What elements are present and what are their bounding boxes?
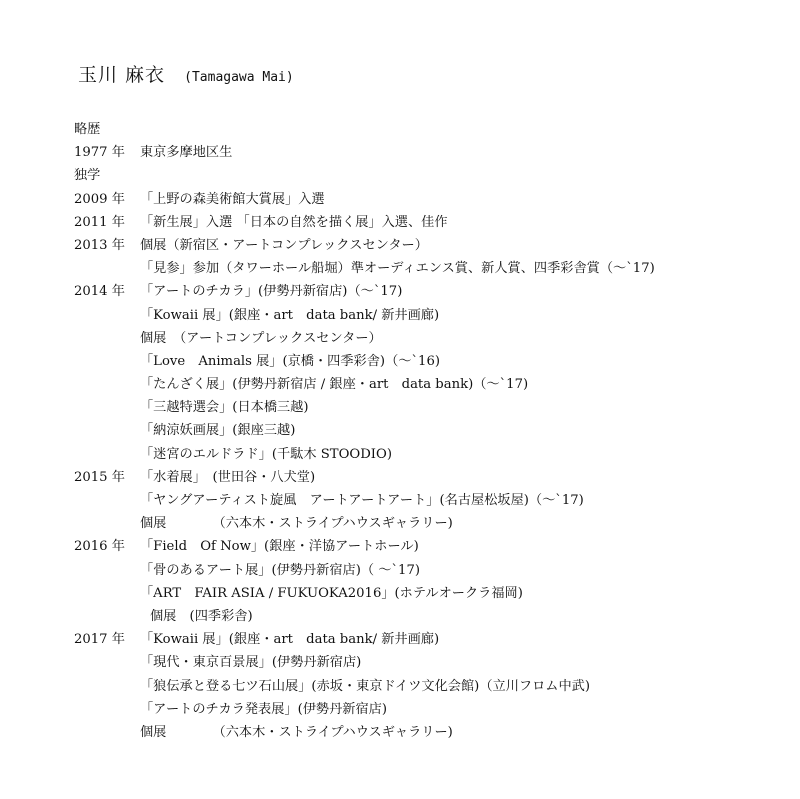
- history-row: [74, 675, 790, 698]
- history-row: [74, 327, 790, 350]
- history-year: 2017 年: [74, 632, 125, 648]
- history-row: [74, 721, 790, 744]
- artist-name-romanized: (Tamagawa Mai): [184, 70, 294, 85]
- history-row: [74, 628, 790, 651]
- history-entry: 「アートのチカラ」(伊勢丹新宿店)（～`17): [140, 284, 403, 300]
- history-row: [74, 373, 790, 396]
- history-entry: 「ヤングアーティスト旋風 アートアートアート」(名古屋松坂屋)（～`17): [140, 493, 584, 508]
- history-entry: 「ART FAIR ASIA / FUKUOKA2016」(ホテルオークラ福岡): [140, 585, 523, 601]
- history-row: [74, 396, 790, 419]
- career-history-list: [74, 118, 790, 744]
- history-year: 2013 年: [74, 237, 125, 253]
- history-row: [74, 350, 790, 373]
- history-entry: 個展 (四季彩舎): [150, 608, 253, 624]
- history-entry: 「迷宮のエルドラド」(千駄木 STOODIO): [140, 446, 392, 462]
- history-entry: 「狼伝承と登る七ツ石山展」(赤坂・東京ドイツ文化会館)（立川フロム中武): [140, 678, 590, 694]
- history-entry: 個展 （六本木・ストライプハウスギャラリー): [140, 516, 453, 532]
- history-entry: 「アートのチカラ発表展」(伊勢丹新宿店): [140, 701, 388, 717]
- history-entry: 「水着展」 (世田谷・八犬堂): [140, 469, 316, 485]
- history-row: [74, 605, 790, 628]
- history-year: 2011 年: [74, 214, 125, 230]
- history-entry: 個展 （アートコンプレックスセンター）: [140, 330, 382, 346]
- history-entry: 「Kowaii 展」(銀座・art data bank/ 新井画廊): [140, 632, 440, 648]
- history-year: 1977 年: [74, 145, 125, 161]
- history-row: [74, 698, 790, 721]
- history-entry: 「たんざく展」(伊勢丹新宿店 / 銀座・art data bank)（～`17): [140, 377, 529, 393]
- history-entry: 「Field Of Now」(銀座・洋協アートホール): [140, 539, 419, 555]
- history-entry: 「Love Animals 展」(京橋・四季彩舎)（～`16): [140, 353, 440, 369]
- history-year: 2014 年: [74, 284, 125, 300]
- history-entry: 東京多摩地区生: [140, 145, 233, 161]
- history-row: [74, 419, 790, 442]
- history-row: [74, 443, 790, 466]
- history-year: 2016 年: [74, 539, 125, 555]
- history-row: [74, 304, 790, 327]
- history-row: [74, 211, 790, 234]
- history-year: 略歴: [74, 122, 101, 137]
- history-entry: 「上野の森美術館大賞展」入選: [140, 191, 325, 207]
- history-year: 2015 年: [74, 469, 125, 485]
- history-entry: 個展 （六本木・ストライプハウスギャラリー): [140, 724, 453, 740]
- history-row: [74, 651, 790, 674]
- history-entry: 「見参」参加（タワーホール船堀）準オーディエンス賞、新人賞、四季彩舎賞（～`17): [140, 261, 655, 277]
- history-row: [74, 164, 790, 187]
- history-row: [74, 489, 790, 512]
- history-row: [74, 118, 790, 141]
- artist-name-japanese: 玉川 麻衣: [78, 64, 166, 86]
- artist-name-heading: [78, 60, 294, 87]
- history-year: 独学: [74, 168, 101, 184]
- history-row: [74, 466, 790, 489]
- history-entry: 「現代・東京百景展」(伊勢丹新宿店): [140, 655, 362, 671]
- history-row: [74, 257, 790, 280]
- history-entry: 「新生展」入選 「日本の自然を描く展」入選、佳作: [140, 214, 448, 230]
- history-row: [74, 234, 790, 257]
- history-entry: 「納涼妖画展」(銀座三越): [140, 423, 296, 439]
- history-row: [74, 535, 790, 558]
- history-row: [74, 280, 790, 303]
- history-row: [74, 141, 790, 164]
- history-row: [74, 188, 790, 211]
- history-year: 2009 年: [74, 191, 125, 207]
- history-row: [74, 559, 790, 582]
- history-entry: 個展（新宿区・アートコンプレックスセンター）: [140, 237, 428, 253]
- history-row: [74, 512, 790, 535]
- history-row: [74, 582, 790, 605]
- history-entry: 「骨のあるアート展」(伊勢丹新宿店)（ ～`17): [140, 562, 420, 578]
- history-entry: 「Kowaii 展」(銀座・art data bank/ 新井画廊): [140, 307, 440, 323]
- history-entry: 「三越特選会」(日本橋三越): [140, 400, 309, 416]
